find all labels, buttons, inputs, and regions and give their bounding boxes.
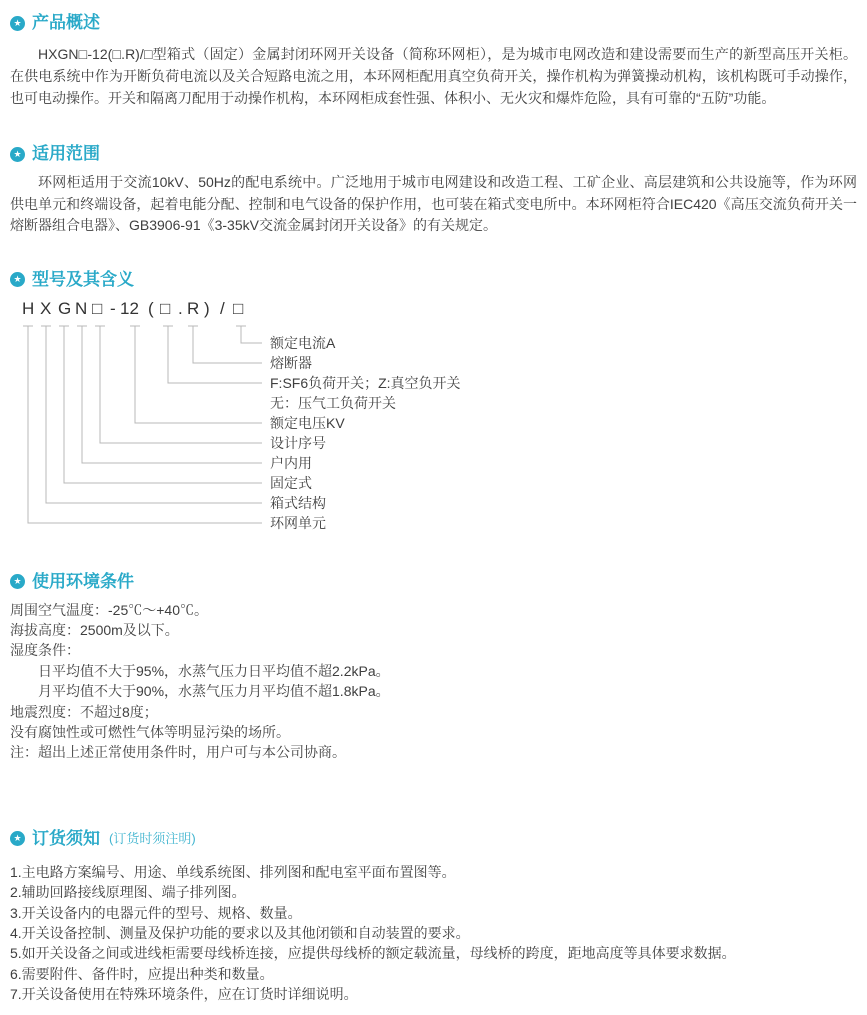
ordering-list	[10, 862, 857, 1005]
ordering-item: 6.需要附件、备件时，应提出种类和数量。	[10, 965, 274, 982]
model-code-diagram	[12, 299, 572, 545]
model-code-char: □	[233, 298, 244, 318]
ordering-item: 2.辅助回路接线原理图、端子排列图。	[10, 884, 246, 901]
ordering-item: 3.开关设备内的电器元件的型号、规格、数量。	[10, 904, 302, 921]
ordering-item: 1.主电路方案编号、用途、单线系统图、排列图和配电室平面布置图等。	[10, 863, 456, 880]
product-doc-page	[10, 12, 857, 1005]
env-line-altitude: 海拔高度：2500m及以下。	[10, 621, 179, 638]
model-label-fixed-type: 固定式	[270, 474, 312, 491]
model-label-design-serial: 设计序号	[270, 434, 326, 451]
model-title: 型号及其含义	[32, 269, 134, 289]
section-overview	[10, 12, 857, 109]
model-label-switch-type: F:SF6负荷开关；Z:真空负开关	[270, 374, 461, 391]
star-bullet-icon: ★	[10, 574, 25, 589]
model-heading	[10, 269, 857, 291]
model-code-char: N	[75, 298, 88, 318]
environment-title: 使用环境条件	[32, 571, 134, 591]
model-code-char: 12	[120, 298, 139, 318]
model-code-char: H	[22, 298, 35, 318]
model-label-ring-unit: 环网单元	[270, 514, 326, 531]
model-label-switch-type-alt: 无：压气工负荷开关	[270, 394, 396, 411]
model-label-box-structure: 箱式结构	[270, 494, 326, 511]
env-line-daily-avg: 日平均值不大于95%，水蒸气压力日平均值不超2.2kPa。	[38, 662, 390, 679]
scope-paragraph: 环网柜适用于交流10kV、50Hz的配电系统中。广泛地用于城市电网建设和改造工程、工矿企业、高层建筑和公共设施等，作为环网供电单元和终端设备，起着电能分配、控制和电气设备的保护作用，也可装在箱式变电所中。本环网柜符合IEC420《高压交流负荷开关一熔断器组合电器》、GB3906-91《3-35kV交流金属封闭开关设备》的有关规定。	[10, 174, 857, 233]
model-code-char: )	[204, 298, 210, 318]
model-code-char: -	[110, 298, 116, 318]
env-line-pollution: 没有腐蚀性或可燃性气体等明显污染的场所。	[10, 723, 290, 740]
ordering-title: 订货须知	[32, 828, 100, 848]
env-line-seismic: 地震烈度：不超过8度；	[10, 703, 158, 720]
model-code-char: .	[178, 298, 183, 318]
ordering-heading	[10, 828, 857, 850]
model-code-char: X	[40, 298, 52, 318]
model-label-rated-current: 额定电流A	[270, 334, 336, 351]
env-line-note: 注：超出上述正常使用条件时，用户可与本公司协商。	[10, 744, 346, 761]
scope-title: 适用范围	[32, 144, 100, 163]
section-scope	[10, 143, 857, 237]
section-environment	[10, 571, 857, 763]
star-bullet-icon: ★	[10, 272, 25, 287]
model-label-rated-voltage: 额定电压KV	[270, 414, 345, 431]
scope-heading	[10, 143, 857, 165]
ordering-subtitle: (订货时须注明)	[109, 830, 196, 846]
model-code-char: □	[160, 298, 171, 318]
model-label-indoor-use: 户内用	[270, 454, 312, 471]
env-line-temperature: 周围空气温度：-25℃～+40℃。	[10, 601, 208, 618]
ordering-item: 4.开关设备控制、测量及保护功能的要求以及其他闭锁和自动装置的要求。	[10, 924, 470, 941]
model-label-fuse: 熔断器	[270, 354, 312, 371]
env-line-humidity: 湿度条件：	[10, 642, 80, 659]
ordering-item: 5.如开关设备之间或进线柜需要母线桥连接，应提供母线桥的额定载流量，母线桥的跨度，距地高度等具体要求数据。	[10, 945, 736, 962]
model-code-char: /	[220, 298, 225, 318]
model-code-char: G	[58, 298, 72, 318]
star-bullet-icon: ★	[10, 147, 25, 162]
star-bullet-icon: ★	[10, 831, 25, 846]
overview-paragraph: HXGN□-12(□.R)/□型箱式（固定）金属封闭环网开关设备（简称环网柜），是为城市电网改造和建设需要而生产的新型高压开关柜。在供电系统中作为开断负荷电流以及关合短路电流之用，本环网柜配用真空负荷开关，操作机构为弹簧操动机构，该机构既可手动操作，也可电动操作。开关和隔离刀配用于动操作机构，本环网柜成套性强、体积小、无火灾和爆炸危险，具有可靠的“五防”功能。	[10, 46, 857, 106]
model-code-char: R	[187, 298, 200, 318]
section-model	[10, 269, 857, 545]
overview-heading	[10, 12, 857, 34]
environment-heading	[10, 571, 857, 593]
overview-title: 产品概述	[32, 13, 100, 32]
section-ordering	[10, 828, 857, 1005]
model-code-char: □	[92, 298, 103, 318]
environment-conditions	[10, 600, 857, 763]
star-bullet-icon: ★	[10, 16, 25, 31]
env-line-monthly-avg: 月平均值不大于90%，水蒸气压力月平均值不超1.8kPa。	[38, 683, 390, 700]
ordering-item: 7.开关设备使用在特殊环境条件，应在订货时详细说明。	[10, 986, 358, 1003]
model-code-char: (	[148, 298, 154, 318]
